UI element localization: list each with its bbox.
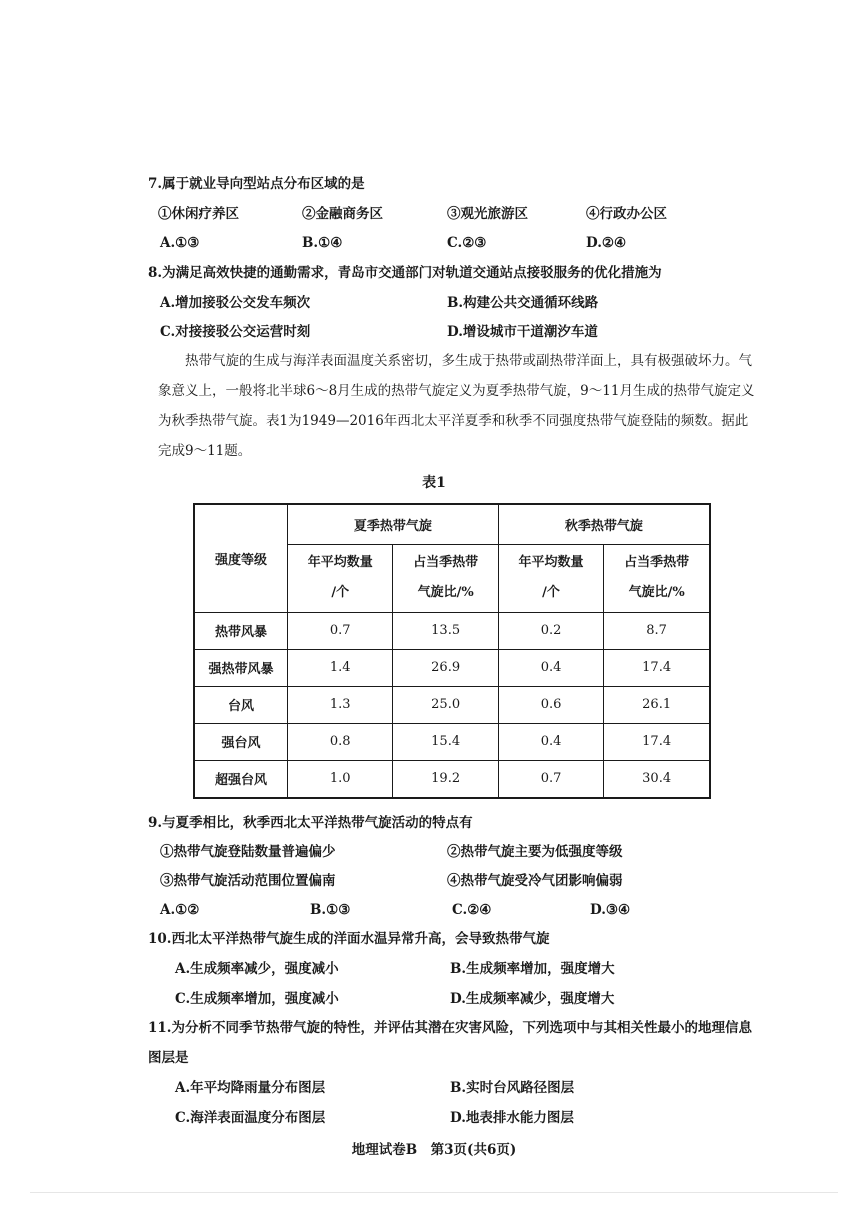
row-label: 热带风暴 <box>194 612 288 649</box>
q9-item-4: ④热带气旋受冷气团影响偏弱 <box>447 873 623 889</box>
table-cell: 30.4 <box>604 760 710 798</box>
q10-stem: 10.西北太平洋热带气旋生成的洋面水温异常升高，会导致热带气旋 <box>148 931 550 947</box>
table-cell: 15.4 <box>393 723 498 760</box>
q11-option-c: C.海洋表面温度分布图层 <box>175 1110 326 1126</box>
table-cell: 0.4 <box>498 723 603 760</box>
table-cell: 0.7 <box>498 760 603 798</box>
q9-option-d: D.③④ <box>590 902 631 918</box>
table-cell: 26.9 <box>393 649 498 686</box>
q7-item-4: ④行政办公区 <box>586 206 667 222</box>
table-row <box>194 686 710 723</box>
q7-option-c: C.②③ <box>447 235 487 251</box>
q8-option-d: D.增设城市干道潮汐车道 <box>447 324 598 340</box>
group-header-summer: 夏季热带气旋 <box>288 504 499 544</box>
table-cell: 13.5 <box>393 612 498 649</box>
table-cell: 26.1 <box>604 686 710 723</box>
q11-option-b: B.实时台风路径图层 <box>450 1080 575 1096</box>
page-footer: 地理试卷B 第3页(共6页) <box>351 1142 517 1158</box>
row-label: 强台风 <box>194 723 288 760</box>
table-cell: 8.7 <box>604 612 710 649</box>
row-label: 强热带风暴 <box>194 649 288 686</box>
q9-stem: 9.与夏季相比，秋季西北太平洋热带气旋活动的特点有 <box>148 815 473 831</box>
table-row <box>194 723 710 760</box>
sub-header-autumn-ratio: 占当季热带 气旋比/% <box>604 544 710 612</box>
table-cell: 0.7 <box>288 612 393 649</box>
q8-option-c: C.对接接驳公交运营时刻 <box>160 324 311 340</box>
group-header-autumn: 秋季热带气旋 <box>498 504 710 544</box>
table-cell: 0.4 <box>498 649 603 686</box>
q11-option-d: D.地表排水能力图层 <box>450 1110 574 1126</box>
sub-header-autumn-count: 年平均数量 /个 <box>498 544 603 612</box>
table-row <box>194 760 710 798</box>
q11-option-a: A.年平均降雨量分布图层 <box>175 1080 326 1096</box>
table-cell: 1.3 <box>288 686 393 723</box>
q10-option-c: C.生成频率增加，强度减小 <box>175 991 339 1007</box>
table-cell: 0.2 <box>498 612 603 649</box>
table-cell: 1.0 <box>288 760 393 798</box>
q9-option-a: A.①② <box>160 902 200 918</box>
q10-option-b: B.生成频率增加，强度增大 <box>450 961 615 977</box>
q7-stem: 7.属于就业导向型站点分布区域的是 <box>148 176 365 192</box>
table-cell: 0.6 <box>498 686 603 723</box>
q7-option-d: D.②④ <box>586 235 627 251</box>
q9-option-b: B.①③ <box>310 902 351 918</box>
page-edge-divider <box>30 1192 838 1193</box>
q10-option-d: D.生成频率减少，强度增大 <box>450 991 615 1007</box>
row-label: 台风 <box>194 686 288 723</box>
q7-option-b: B.①④ <box>302 235 343 251</box>
sub-header-summer-count: 年平均数量 /个 <box>288 544 393 612</box>
table-row <box>194 612 710 649</box>
row-label: 超强台风 <box>194 760 288 798</box>
q9-item-2: ②热带气旋主要为低强度等级 <box>447 844 623 860</box>
cyclone-table <box>193 503 711 799</box>
q7-option-a: A.①③ <box>160 235 200 251</box>
q8-stem: 8.为满足高效快捷的通勤需求，青岛市交通部门对轨道交通站点接驳服务的优化措施为 <box>148 265 662 281</box>
table-cell: 19.2 <box>393 760 498 798</box>
q8-option-a: A.增加接驳公交发车频次 <box>160 295 311 311</box>
table-cell: 17.4 <box>604 649 710 686</box>
table-cell: 17.4 <box>604 723 710 760</box>
table-cell: 0.8 <box>288 723 393 760</box>
table-row <box>194 649 710 686</box>
q9-item-3: ③热带气旋活动范围位置偏南 <box>160 873 336 889</box>
table-cell: 1.4 <box>288 649 393 686</box>
q9-option-c: C.②④ <box>452 902 492 918</box>
q10-option-a: A.生成频率减少，强度减小 <box>175 961 339 977</box>
q7-item-3: ③观光旅游区 <box>447 206 528 222</box>
passage-text: 热带气旋的生成与海洋表面温度关系密切，多生成于热带或副热带洋面上，具有极强破坏力。气象意义上，一般将北半球6～8月生成的热带气旋定义为夏季热带气旋，9～11月生成的热带气旋定义为秋季热带气旋。表1为1949—2016年西北太平洋夏季和秋季不同强度热带气旋登陆的频数。据此完成9～11题。 <box>158 353 755 459</box>
q8-option-b: B.构建公共交通循环线路 <box>447 295 599 311</box>
q7-item-2: ②金融商务区 <box>302 206 383 222</box>
table-cell: 25.0 <box>393 686 498 723</box>
q9-item-1: ①热带气旋登陆数量普遍偏少 <box>160 844 336 860</box>
table-corner-header: 强度等级 <box>194 504 288 612</box>
sub-header-summer-ratio: 占当季热带 气旋比/% <box>393 544 498 612</box>
q11-stem: 11.为分析不同季节热带气旋的特性，并评估其潜在灾害风险，下列选项中与其相关性最小的地理信息图层是 <box>148 1020 752 1066</box>
table-caption: 表1 <box>422 475 446 491</box>
q7-item-1: ①休闲疗养区 <box>158 206 239 222</box>
